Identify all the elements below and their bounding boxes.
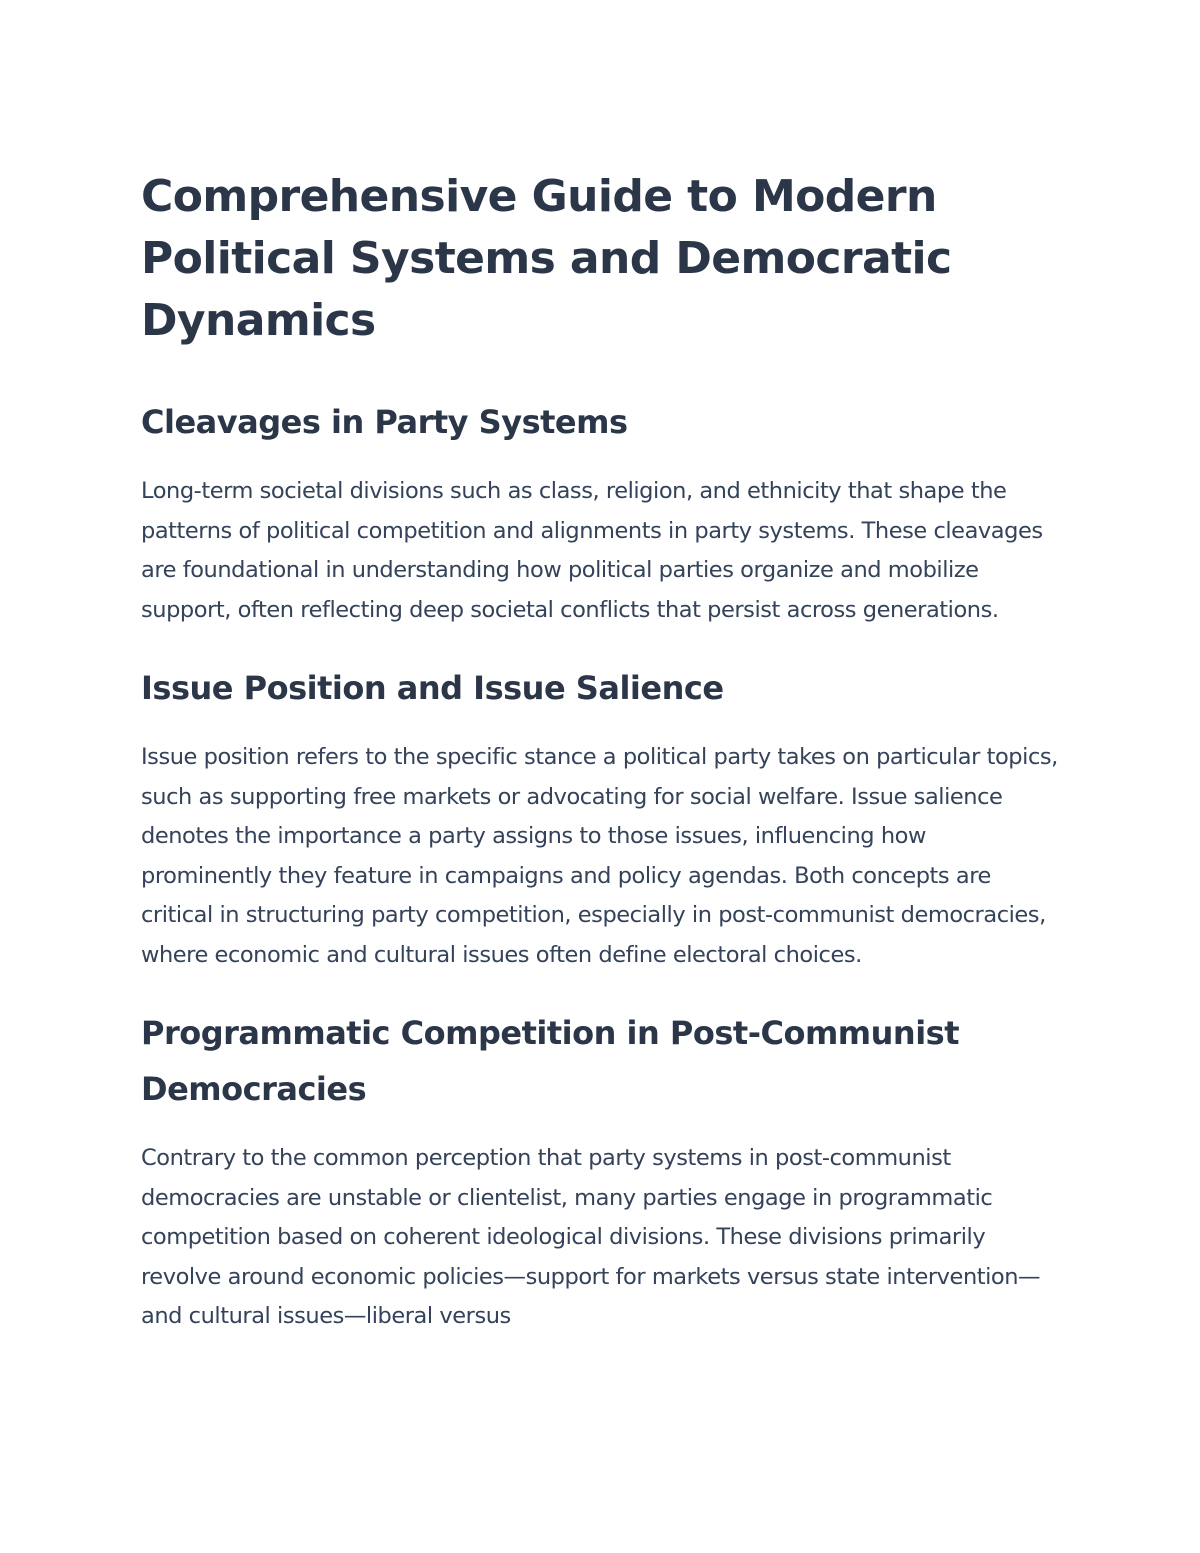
document-title: Comprehensive Guide to Modern Political Systems and Democratic Dynamics bbox=[141, 171, 952, 346]
section-paragraph: Contrary to the common perception that party systems in post-communist democracies are unstable or clientelist, many parties engage in programmatic competition based on coherent ideological divisions. These divisions primarily revolve around economic policies—support for markets versus state intervention—and cultural issues—liberal versus bbox=[141, 1145, 1041, 1329]
section-paragraph: Issue position refers to the specific stance a political party takes on particular topics, such as supporting free markets or advocating for social welfare. Issue salience denotes the importance a party assigns to those issues, influencing how prominently they feature in campaigns and policy agendas. Both concepts are critical in structuring party competition, especially in post-communist democracies, where economic and cultural issues often define electoral choices. bbox=[141, 744, 1058, 968]
section-heading: Cleavages in Party Systems bbox=[141, 403, 628, 441]
section-programmatic-competition bbox=[141, 1005, 1061, 1337]
section-cleavages bbox=[141, 394, 1061, 630]
section-issue-position bbox=[141, 660, 1061, 975]
section-heading: Programmatic Competition in Post-Communist Democracies bbox=[141, 1014, 959, 1108]
section-paragraph: Long-term societal divisions such as class, religion, and ethnicity that shape the patterns of political competition and alignments in party systems. These cleavages are foundational in understanding how political parties organize and mobilize support, often reflecting deep societal conflicts that persist across generations. bbox=[141, 478, 1043, 623]
document-page bbox=[141, 166, 1061, 1367]
section-heading: Issue Position and Issue Salience bbox=[141, 669, 724, 707]
